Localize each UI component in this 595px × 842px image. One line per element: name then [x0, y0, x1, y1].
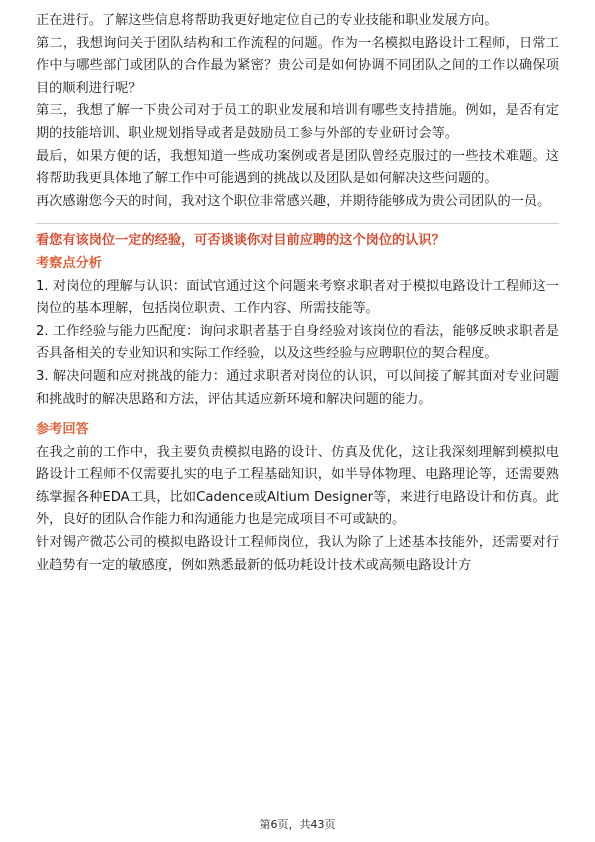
- answer-paragraph: 在我之前的工作中，我主要负责模拟电路的设计、仿真及优化，这让我深刻理解到模拟电路设计工程师不仅需要扎实的电子工程基础知识，如半导体物理、电路理论等，还需要熟练掌握各种EDA工具，比如Cadence或Altium Designer等，来进行电路设计和仿真。此外，良好的团队合作能力和沟通能力也是完成项目不可或缺的。: [36, 444, 559, 528]
- paragraph: 最后，如果方便的话，我想知道一些成功案例或者是团队曾经克服过的一些技术难题。这将帮助我更具体地了解工作中可能遇到的挑战以及团队是如何解决这些问题的。: [36, 148, 559, 187]
- document-page: [36, 10, 559, 577]
- answer-section: [36, 442, 559, 578]
- answer-title: 参考回答: [36, 422, 89, 438]
- page-number: 第6页，共43页: [259, 818, 336, 831]
- intro-section: [36, 10, 559, 213]
- analysis-item: 1. 对岗位的理解与认识：面试官通过这个问题来考察求职者对于模拟电路设计工程师这一岗位的基本理解，包括岗位职责、工作内容、所需技能等。: [36, 278, 559, 317]
- analysis-title: 考察点分析: [36, 255, 102, 271]
- answer-paragraph: 针对锡产微芯公司的模拟电路设计工程师岗位，我认为除了上述基本技能外，还需要对行业趋势有一定的敏感度，例如熟悉最新的低功耗设计技术或高频电路设计方: [36, 535, 559, 573]
- interview-question: 看您有该岗位一定的经验，可否谈谈你对目前应聘的这个岗位的认识？: [36, 233, 445, 249]
- paragraph: 第二，我想询问关于团队结构和工作流程的问题。作为一名模拟电路设计工程师，日常工作中与哪些部门或团队的合作最为紧密？贵公司是如何协调不同团队之间的工作以确保项目的顺利进行呢？: [36, 35, 559, 96]
- analysis-list: [36, 276, 559, 412]
- paragraph: 正在进行。了解这些信息将帮助我更好地定位自己的专业技能和职业发展方向。: [36, 13, 498, 28]
- paragraph: 第三，我想了解一下贵公司对于员工的职业发展和培训有哪些支持措施。例如，是否有定期的技能培训、职业规划指导或者是鼓励员工参与外部的专业研讨会等。: [36, 103, 559, 141]
- section-divider: [36, 223, 559, 224]
- analysis-item: 3. 解决问题和应对挑战的能力：通过求职者对岗位的认识，可以间接了解其面对专业问题和挑战时的解决思路和方法，评估其适应新环境和解决问题的能力。: [36, 368, 559, 407]
- paragraph: 再次感谢您今天的时间，我对这个职位非常感兴趣，并期待能够成为贵公司团队的一员。: [36, 193, 551, 209]
- analysis-item: 2. 工作经验与能力匹配度：询问求职者基于自身经验对该岗位的看法，能够反映求职者是否具备相关的专业知识和实际工作经验，以及这些经验与应聘职位的契合程度。: [36, 323, 559, 362]
